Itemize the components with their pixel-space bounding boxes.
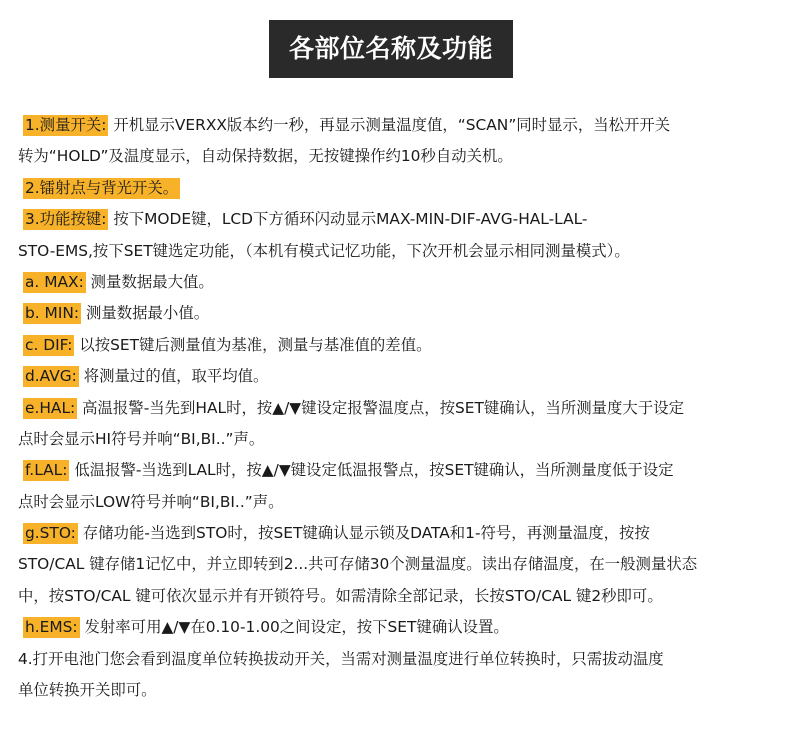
section-text: 开机显示VERXX版本约一秒，再显示测量温度值，“SCAN”同时显示，当松开开关	[108, 116, 671, 134]
section-label: d.AVG:	[25, 367, 77, 386]
section-text: 点时会显示LOW符号并响“BI,BI..”声。	[18, 492, 284, 511]
section-label: c. DIF:	[25, 335, 73, 354]
section-text: 中，按STO/CAL 键可依次显示并有开锁符号。如需清除全部记录，长按STO/CAL 键2秒即可。	[18, 586, 663, 605]
section-label: 3.功能按键:	[25, 210, 107, 229]
section-text: 4.打开电池门您会看到温度单位转换拔动开关，当需对测量温度进行单位转换时，只需拔动温度	[18, 649, 664, 668]
list-item	[18, 204, 778, 235]
list-item	[18, 298, 778, 329]
list-item	[18, 361, 778, 392]
list-item	[18, 330, 778, 361]
section-label: 2.镭射点与背光开关。	[25, 178, 179, 197]
section-text: 高温报警-当先到HAL时，按▲/▼键设定报警温度点，按SET键确认，当所测量度大于设定	[77, 398, 684, 417]
section-text: 转为“HOLD”及温度显示，自动保持数据，无按键操作约10秒自动关机。	[18, 147, 513, 166]
section-label: a. MAX:	[25, 272, 84, 291]
list-item	[18, 487, 778, 518]
section-text: STO-EMS,按下SET键选定功能，（本机有模式记忆功能，下次开机会显示相同测量模式）。	[18, 241, 630, 260]
list-item	[18, 173, 778, 204]
list-item	[18, 518, 778, 549]
list-item	[18, 612, 778, 643]
section-text: 单位转换开关即可。	[18, 681, 157, 700]
section-text: 存储功能-当选到STO时，按SET键确认显示锁及DATA和1-符号，再测量温度，按按	[77, 524, 650, 543]
section-label: f.LAL:	[25, 461, 68, 480]
page-title: 各部位名称及功能	[269, 20, 513, 78]
instructions-body	[18, 110, 778, 706]
list-item	[18, 644, 778, 675]
section-text: 发射率可用▲/▼在0.10-1.00之间设定，按下SET键确认设置。	[79, 618, 509, 637]
list-item	[18, 455, 778, 486]
list-item	[18, 267, 778, 298]
section-text: STO/CAL 键存储1记忆中，并立即转到2...共可存储30个测量温度。读出存储温度，在一般测量状态	[18, 555, 698, 574]
section-text: 测量数据最大值。	[85, 272, 214, 291]
list-item	[18, 549, 778, 580]
list-item	[18, 236, 778, 267]
list-item	[18, 675, 778, 706]
list-item	[18, 141, 778, 172]
section-label: h.EMS:	[25, 618, 78, 637]
section-text: 点时会显示HI符号并响“BI,BI..”声。	[18, 429, 265, 448]
section-text: 按下MODE键，LCD下方循环闪动显示MAX-MIN-DIF-AVG-HAL-LAL-	[108, 210, 588, 229]
section-text: 测量数据最小值。	[81, 304, 210, 323]
section-text: 低温报警-当选到LAL时，按▲/▼键设定低温报警点，按SET键确认，当所测量度低于设定	[69, 461, 674, 480]
list-item	[18, 424, 778, 455]
list-item	[18, 581, 778, 612]
section-label: 1.测量开关:	[25, 116, 107, 134]
section-text: 将测量过的值，取平均值。	[78, 367, 269, 386]
section-label: g.STO:	[25, 524, 76, 543]
list-item	[18, 393, 778, 424]
section-text: 以按SET键后测量值为基准，测量与基准值的差值。	[74, 335, 432, 354]
section-label: b. MIN:	[25, 304, 80, 323]
section-label: e.HAL:	[25, 398, 76, 417]
list-item	[18, 110, 778, 141]
